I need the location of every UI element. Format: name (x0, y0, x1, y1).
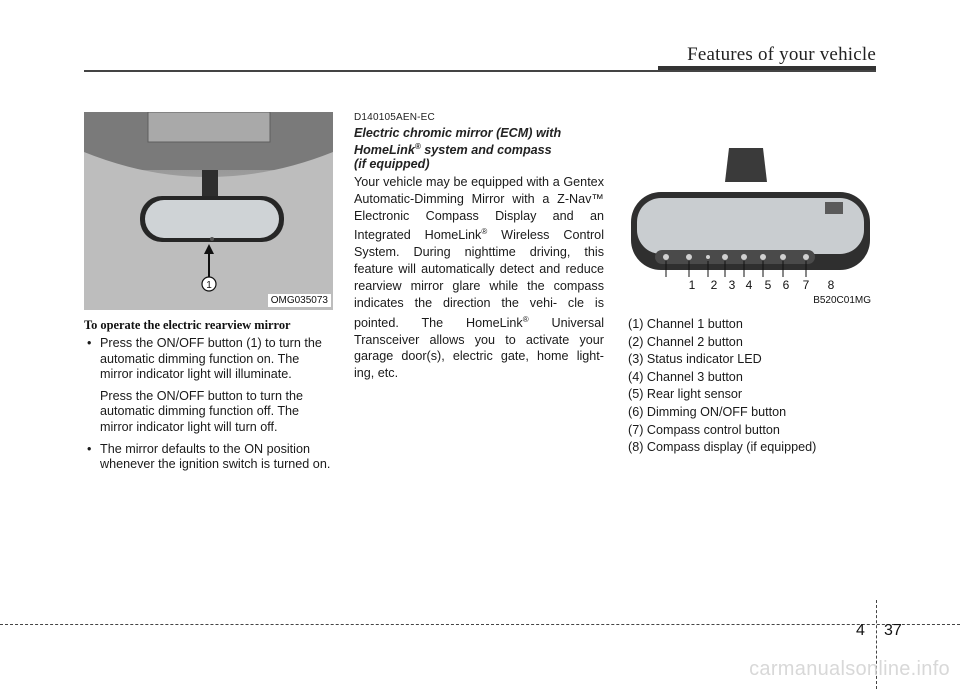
legend-item: (7) Compass control button (628, 422, 780, 437)
callout-label: 3 (728, 278, 736, 292)
page-number: 37 (884, 622, 902, 639)
callout-label: 5 (764, 278, 772, 292)
rearview-mirror-photo (84, 112, 333, 310)
footer-rule (0, 624, 960, 625)
legend-item: (8) Compass display (if equipped) (628, 440, 817, 455)
bullet-item (84, 442, 334, 473)
section-body: Your vehicle may be equipped with a Gentex Automatic-Dimming Mirror with a Z-Nav™ Electronic Compass Display and an Integrated HomeLink® Wireless Control System. During nighttime driving, this feature will automatically detect and reduce rearview mirror glare while the compass indicates the direction the vehi- cle is pointed. The HomeLink® Universal Transceiver allows you to activate your garage door(s), electric gate, home light- ing, etc. (354, 175, 604, 381)
callout-label: 7 (802, 278, 810, 292)
ecm-mirror-illustration (625, 112, 876, 310)
callout-label: 1 (206, 280, 212, 291)
callout-label: 2 (710, 278, 718, 292)
callout-label: 1 (688, 278, 696, 292)
header-rule (84, 70, 876, 72)
legend-item: (3) Status indicator LED (628, 352, 762, 367)
section-subheading: Electric chromic mirror (ECM) with HomeLink® system and compass (if equipped) (354, 126, 562, 172)
photo-caption: OMG035073 (268, 294, 331, 307)
section-heading: To operate the electric rearview mirror (84, 318, 291, 332)
callout-label: 8 (827, 278, 835, 292)
legend-item: (4) Channel 3 button (628, 369, 743, 384)
legend-item: (5) Rear light sensor (628, 387, 743, 402)
legend-item: (1) Channel 1 button (628, 317, 743, 331)
legend-item: (2) Channel 2 button (628, 334, 743, 349)
rearview-mirror-illustration (84, 112, 333, 310)
watermark: carmanualsonline.info (749, 658, 950, 680)
callout-label: 4 (745, 278, 753, 292)
section-code: D140105AEN-EC (354, 112, 435, 123)
component-legend (628, 316, 816, 457)
instruction-bullets (84, 336, 334, 479)
ecm-mirror-photo (625, 112, 876, 310)
bullet-text: • The mirror defaults to the ON position whenever the ignition switch is turned on. (100, 441, 331, 472)
bullet-text: Press the ON/OFF button to turn the automatic dimming function off. The mirror indicator light will turn off. (100, 388, 303, 434)
photo-caption: B520C01MG (810, 294, 874, 307)
chapter-number: 4 (856, 622, 865, 639)
bullet-item (84, 336, 334, 436)
callout-label: 6 (782, 278, 790, 292)
bullet-text: • Press the ON/OFF button (1) to turn the automatic dimming function on. The mirror indicator light will illuminate. (100, 336, 322, 382)
legend-item: (6) Dimming ON/OFF button (628, 404, 787, 419)
page-header-title: Features of your vehicle (687, 44, 876, 65)
